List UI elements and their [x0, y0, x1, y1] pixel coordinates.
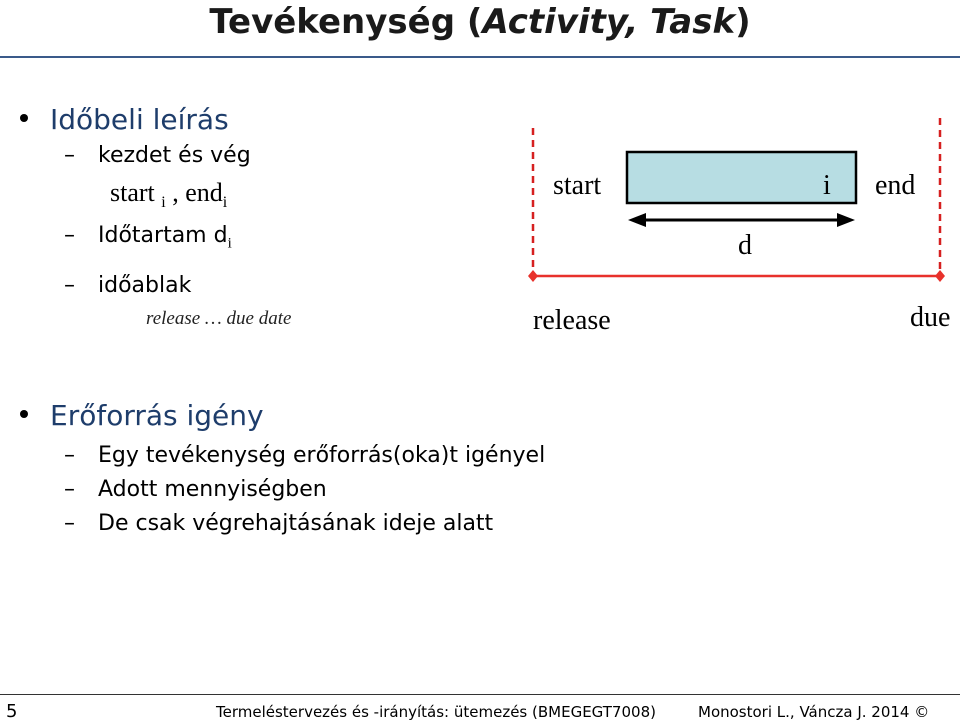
title-prefix: Tevékenység (	[209, 2, 483, 42]
section2-heading	[20, 400, 264, 432]
footer-course: Termeléstervezés és -irányítás: ütemezés (BMEGEGT7008)	[216, 703, 656, 721]
bullet-icon	[20, 410, 28, 418]
idotartam-sub-i: i	[227, 235, 232, 252]
title-italic: Activity, Task	[482, 2, 736, 42]
title-suffix: )	[735, 2, 751, 42]
footer-authors: Monostori L., Váncza J. 2014 ©	[698, 703, 930, 721]
list-item	[64, 476, 327, 504]
list-item-text: De csak végrehajtásának ideje alatt	[98, 511, 494, 536]
arrow-right-icon	[837, 213, 855, 227]
list-item-text: Egy tevékenység erőforrás(oka)t igényel	[98, 443, 546, 468]
list-item-text: Időtartam d	[98, 223, 228, 248]
footer-divider	[0, 694, 960, 695]
arrow-left-icon	[628, 213, 646, 227]
list-item-text: kezdet és vég	[98, 143, 251, 168]
dash-icon: –	[64, 477, 75, 502]
dash-icon: –	[64, 511, 75, 536]
formula-sub-i: i	[222, 194, 228, 212]
dash-icon: –	[64, 443, 75, 468]
diagram-i-label: i	[823, 170, 831, 201]
diagram-d-label: d	[738, 230, 752, 261]
due-marker-icon	[935, 270, 945, 282]
section1-heading-text: Időbeli leírás	[50, 103, 229, 136]
list-item-text: Adott mennyiségben	[98, 477, 327, 502]
dash-icon: –	[64, 223, 75, 248]
diagram-start-label: start	[553, 170, 602, 201]
formula-end: , end	[165, 178, 223, 207]
formula-sub-i: i	[161, 194, 166, 212]
formula-start: start	[110, 178, 155, 207]
diagram-due-label: due	[910, 302, 951, 333]
page-number: 5	[6, 701, 18, 722]
section2-heading-text: Erőforrás igény	[50, 399, 264, 432]
diagram-release-label: release	[533, 305, 611, 336]
release-due-note: release … due date	[146, 308, 292, 329]
activity-box	[627, 152, 856, 203]
release-marker-icon	[528, 270, 538, 282]
list-item	[64, 442, 545, 470]
list-item-text: időablak	[98, 273, 192, 298]
list-item	[64, 510, 493, 538]
diagram-end-label: end	[875, 170, 916, 201]
dash-icon: –	[64, 273, 75, 298]
dash-icon: –	[64, 143, 75, 168]
